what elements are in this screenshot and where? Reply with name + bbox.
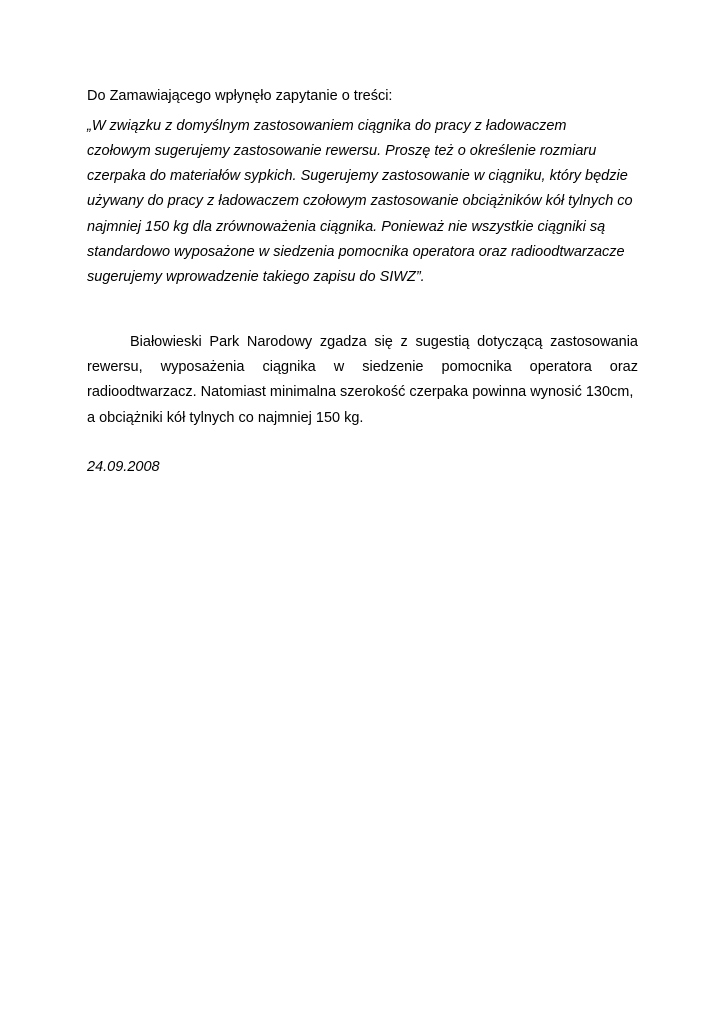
quote-line: używany do pracy z ładowaczem czołowym zastosowanie obciążników kół tylnych co <box>87 193 633 209</box>
answer-line: rewersu, wyposażenia ciągnika w siedzenie pomocnika operatora oraz <box>87 359 638 375</box>
document-date: 24.09.2008 <box>87 459 160 475</box>
quote-line: standardowo wyposażone w siedzenia pomocnika operatora oraz radioodtwarzacze <box>87 244 625 260</box>
answer-line: Białowieski Park Narodowy zgadza się z sugestią dotyczącą zastosowania <box>130 334 638 350</box>
quote-line: „W związku z domyślnym zastosowaniem ciągnika do pracy z ładowaczem <box>87 118 567 134</box>
intro-text: Do Zamawiającego wpłynęło zapytanie o treści: <box>87 88 393 104</box>
quote-line: czerpaka do materiałów sypkich. Sugerujemy zastosowanie w ciągniku, który będzie <box>87 168 628 184</box>
answer-line: a obciążniki kół tylnych co najmniej 150 kg. <box>87 410 364 426</box>
answer-line: radioodtwarzacz. Natomiast minimalna szerokość czerpaka powinna wynosić 130cm, <box>87 384 634 400</box>
quote-line: najmniej 150 kg dla zrównoważenia ciągnika. Ponieważ nie wszystkie ciągniki są <box>87 219 606 235</box>
quote-line: czołowym sugerujemy zastosowanie rewersu. Proszę też o określenie rozmiaru <box>87 143 597 159</box>
quote-line: sugerujemy wprowadzenie takiego zapisu do SIWZ”. <box>87 269 425 285</box>
